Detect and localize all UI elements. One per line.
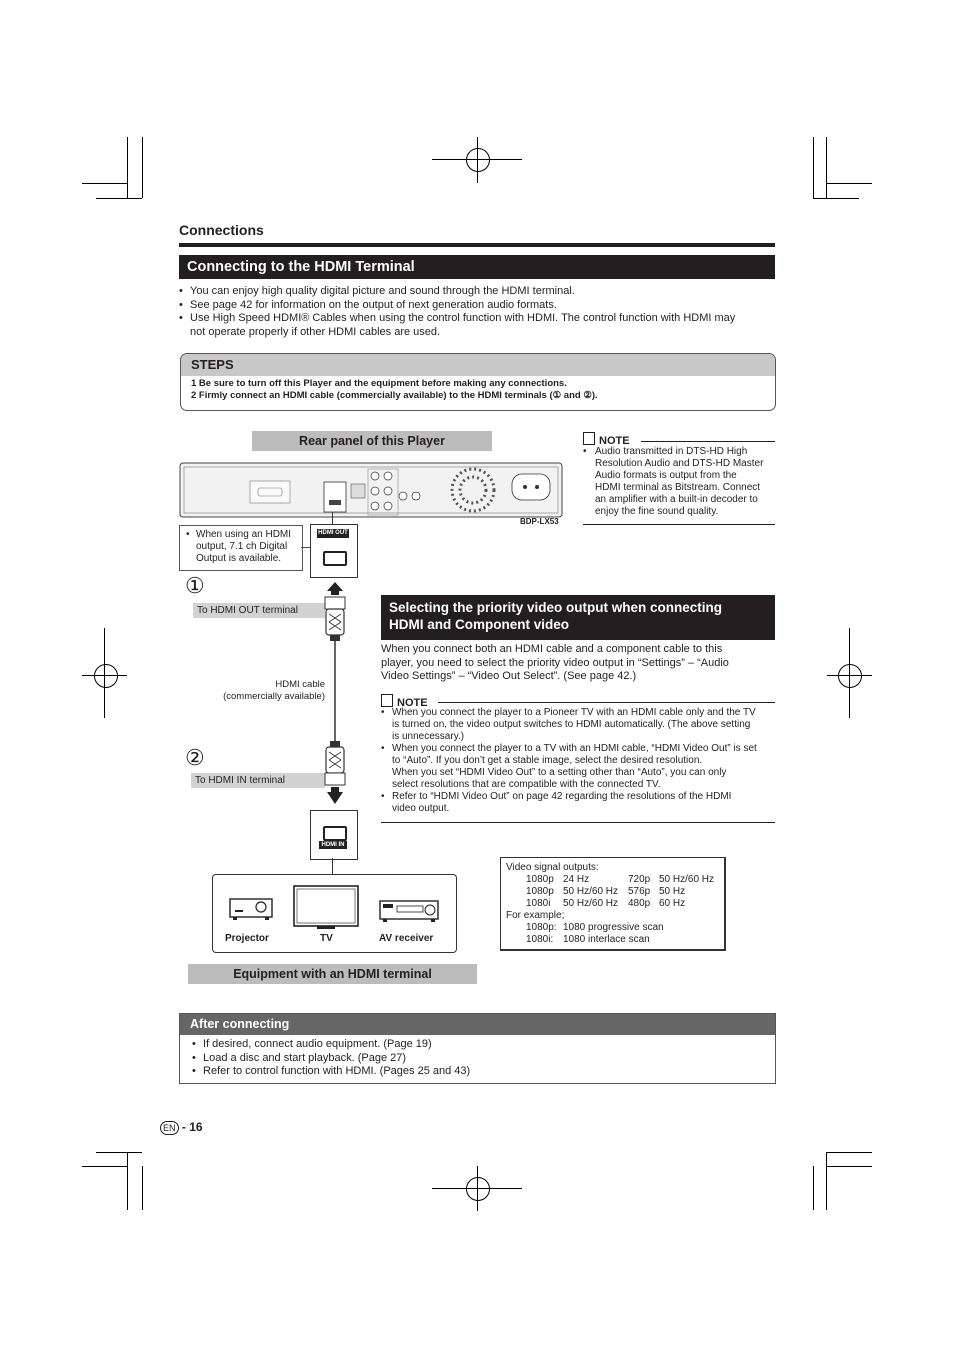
after-connecting-box (179, 1013, 776, 1084)
note-icon (583, 432, 595, 445)
priority-note-heading: NOTE (381, 694, 428, 709)
marker-2: ② (185, 745, 205, 770)
hdmi-side-note: • When using an HDMI output, 7.1 ch Digital Output is available. (179, 525, 303, 571)
connector-leader (301, 547, 310, 548)
note-heading: NOTE (583, 432, 630, 447)
after-connecting-heading: After connecting (180, 1014, 775, 1035)
priority-note-body: • When you connect the player to a Pioneer TV with an HDMI cable only and the TV is turned on, the video output switches to HDMI automatically. (The above setting is unnecessary.) • When you connect the player to a TV with an HDMI cable, “HDMI Video Out” is set to “Auto”. If you don’t get a stable image, select the desired resolution. When you set “HDMI Video Out” to a setting other than “Auto”, you can only select resolutions that are compatible with the connected TV. • Refer to “HDMI Video Out” on page 42 regarding the resolutions of the HDMI video output. (381, 707, 757, 814)
priority-note-bottom-rule (381, 822, 775, 823)
example-heading: For example; (506, 910, 565, 921)
hdmi-port-icon (323, 551, 347, 566)
to-hdmi-in-label: To HDMI IN terminal (191, 773, 325, 788)
intro-bullet: • Use High Speed HDMI® Cables when using the control function with HDMI. The control function with HDMI may (179, 312, 779, 326)
step-1: 1 Be sure to turn off this Player and the equipment before making any connections. (191, 378, 567, 389)
language-badge: EN (160, 1121, 179, 1135)
steps-heading: STEPS (181, 354, 775, 376)
page-title: Connecting to the HDMI Terminal (187, 259, 415, 275)
intro-bullets (179, 285, 779, 339)
hdmi-in-terminal (310, 810, 358, 860)
after-connecting-list (180, 1035, 775, 1079)
to-hdmi-out-label: To HDMI OUT terminal (193, 603, 325, 618)
page-title-bar (179, 255, 775, 279)
page-number: 16 (189, 1120, 203, 1134)
marker-1: ① (185, 573, 205, 598)
side-note-line: output, 7.1 ch Digital (196, 541, 288, 552)
side-note-line: When using an HDMI (196, 529, 292, 540)
priority-title-bar (381, 595, 775, 640)
note-bottom-rule (583, 524, 775, 525)
priority-title-line: HDMI and Component video (389, 617, 569, 632)
hdmi-cable-illustration (315, 578, 355, 808)
rear-panel-label: Rear panel of this Player (252, 431, 492, 451)
note-rule (641, 441, 775, 442)
model-number: BDP-LX53 (520, 517, 559, 526)
hdmi-out-terminal (310, 524, 358, 578)
priority-title-line: Selecting the priority video output when connecting (389, 600, 723, 615)
projector-icon (229, 897, 273, 921)
section-rule (179, 243, 775, 247)
intro-bullet: • You can enjoy high quality digital picture and sound through the HDMI terminal. (179, 285, 779, 299)
terminal-to-equipment-line (332, 858, 333, 875)
hdmi-cable-label: HDMI cable (commercially available) (223, 679, 325, 702)
intro-bullet: • See page 42 for information on the output of next generation audio formats. (179, 299, 779, 313)
intro-bullet-continuation: not operate properly if other HDMI cables are used. (190, 325, 441, 338)
tv-icon (293, 885, 359, 931)
projector-label: Projector (225, 933, 269, 944)
step-2: 2 Firmly connect an HDMI cable (commercially available) to the HDMI terminals (① and ②). (191, 390, 598, 401)
hdmi-port-icon (323, 826, 347, 841)
hdmi-out-to-terminal-line (332, 512, 333, 524)
video-signal-box: Video signal outputs: 1080p 24 Hz 720p 50 Hz/60 Hz 1080p 50 Hz/60 Hz 576p 50 Hz 1080i 50 Hz/60 Hz 480p 60 Hz For example; 1080p: 1080 progressive scan 1080i: 1080 interlace scan (500, 857, 726, 951)
section-label: Connections (179, 222, 264, 238)
hdmi-in-label: HDMI IN (319, 841, 347, 849)
av-receiver-icon (379, 900, 439, 922)
rear-panel-illustration (178, 462, 566, 528)
side-note-line: Output is available. (196, 553, 282, 564)
after-item: • Refer to control function with HDMI. (Pages 25 and 43) (192, 1065, 775, 1079)
priority-note-rule (438, 702, 775, 703)
page-footer: EN - 16 (160, 1120, 203, 1135)
video-signal-heading: Video signal outputs: (506, 862, 599, 873)
av-receiver-label: AV receiver (379, 933, 434, 944)
note-body: • Audio transmitted in DTS-HD High Resolution Audio and DTS-HD Master Audio formats is output from the HDMI terminal as Bitstream. Connect an amplifier with a built-in decoder to enjoy the fine sound quality. (583, 446, 764, 517)
equipment-label: Equipment with an HDMI terminal (188, 964, 477, 984)
after-item: • If desired, connect audio equipment. (Page 19) (192, 1038, 775, 1052)
equipment-box (212, 874, 457, 953)
hdmi-out-label: HDMI OUT (318, 530, 348, 536)
priority-body: When you connect both an HDMI cable and a component cable to this player, you need to select the priority video output in “Settings” – “Audio Video Settings” – “Video Out Select”. (See page 42.) (381, 643, 729, 682)
steps-box (180, 353, 776, 411)
note-icon (381, 694, 393, 707)
after-item: • Load a disc and start playback. (Page 27) (192, 1052, 775, 1066)
tv-label: TV (320, 933, 333, 944)
